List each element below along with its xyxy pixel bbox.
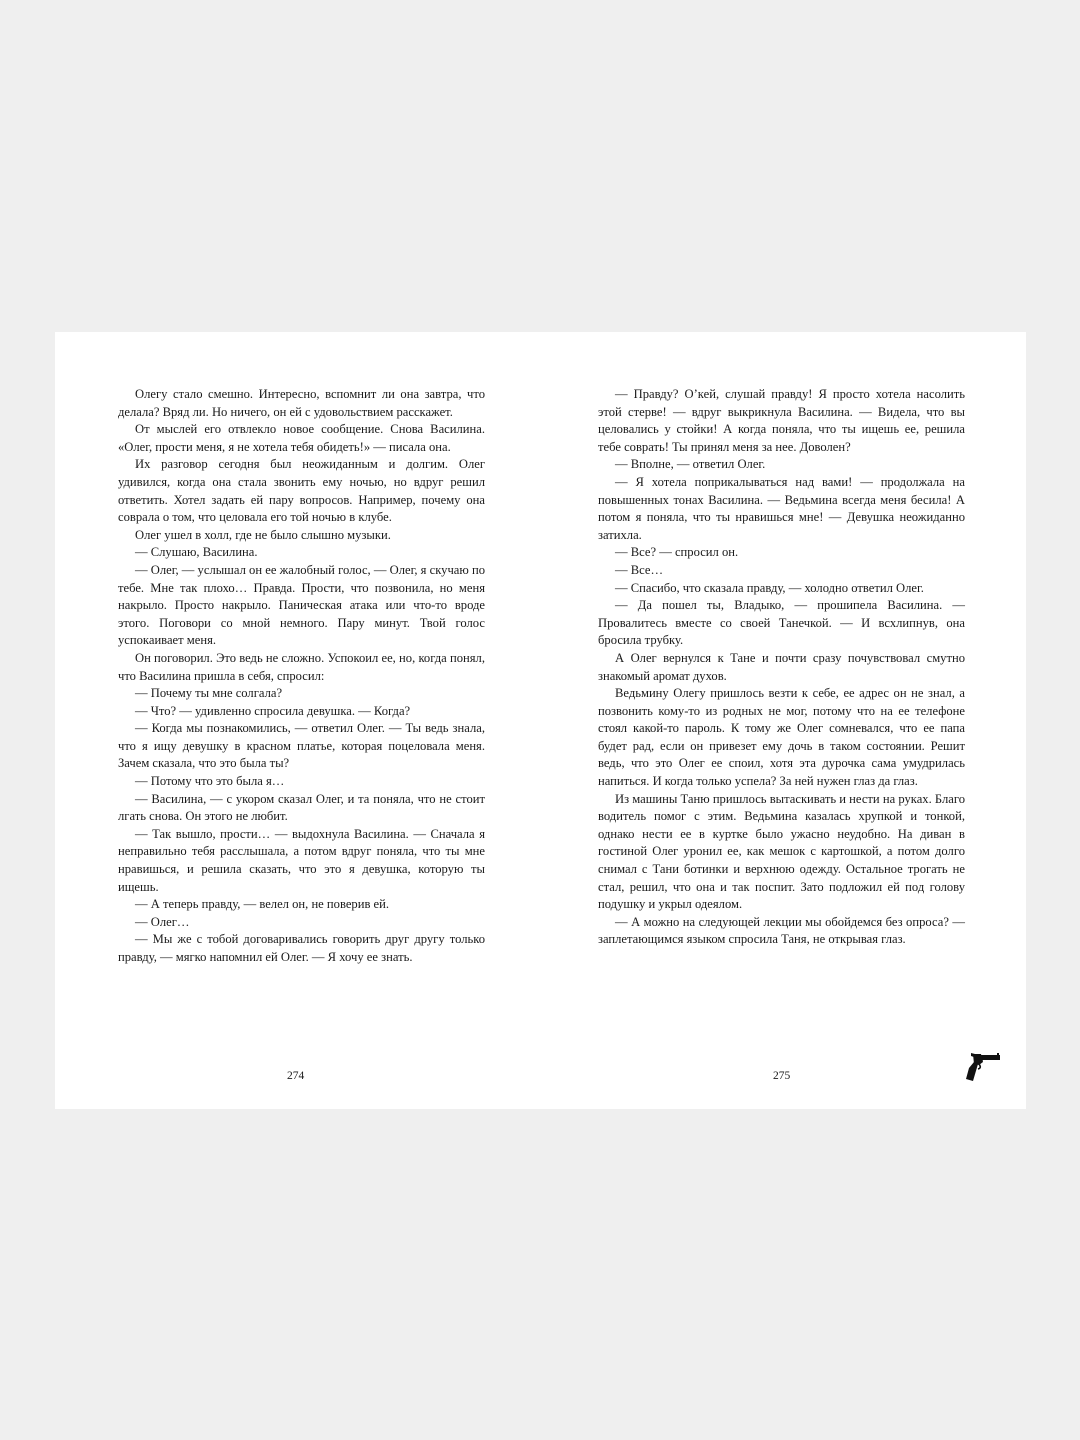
paragraph: Олегу стало смешно. Интересно, вспомнит ли она завтра, что делала? Вряд ли. Но ничего, он ей с удовольствием расскажет.	[118, 387, 485, 419]
left-page-text	[118, 386, 485, 967]
paragraph: — Мы же с тобой договаривались говорить друг другу только правду, — мягко напомнил ей Олег. — Я хочу ее знать.	[118, 932, 485, 964]
paragraph: — Олег…	[135, 914, 190, 929]
paragraph: — Слушаю, Василина.	[135, 545, 258, 560]
left-page-number: 274	[287, 1070, 305, 1082]
paragraph: — Василина, — с укором сказал Олег, и та поняла, что не стоит лгать снова. Он этого не любит.	[118, 791, 485, 824]
paragraph: — Почему ты мне солгала?	[135, 686, 283, 701]
paragraph: От мыслей его отвлекло новое сообщение. Снова Василина. «Олег, прости меня, я не хотела тебя обидеть!» — писала она.	[118, 422, 485, 454]
paragraph: Их разговор сегодня был неожиданным и долгим. Олег удивился, когда она стала звонить ему ночью, но вдруг решил ответить. Хотел задать ей пару вопросов. Например, почему она соврала о том, что целовала его той ночью в клубе.	[118, 457, 485, 525]
right-page-number: 275	[773, 1070, 791, 1082]
paragraph: — Все? — спросил он.	[615, 545, 739, 560]
paragraph: — Я хотела поприкалываться над вами! — продолжала на повышенных тонах Василина. — Ведьмина всегда меня бесила! А потом я поняла, что ты нравишься мне! — Девушка неожиданно затихла.	[598, 474, 965, 542]
paragraph: — Олег, — услышал он ее жалобный голос, — Олег, я скучаю по тебе. Мне так плохо… Правда. Прости, что позвонила, но меня накрыло. Просто накрыло. Паническая атака или что-то вроде этого. Поговори со мной немного. Пару минут. Твой голос успокаивает меня.	[118, 562, 485, 648]
paragraph: — Все…	[615, 562, 664, 577]
revolver-icon	[965, 1051, 1001, 1083]
paragraph: Он поговорил. Это ведь не сложно. Успокоил ее, но, когда понял, что Василина пришла в себя, спросил:	[118, 650, 485, 683]
right-page-text	[598, 386, 965, 949]
paragraph: — Так вышло, прости… — выдохнула Василина. — Сначала я неправильно тебя расслышала, а потом вдруг поняла, что ты мне нравишься, и решила сказать, что это я девушка, которую ты ищешь.	[118, 826, 485, 894]
paragraph: А Олег вернулся к Тане и почти сразу почувствовал смутно знакомый аромат духов.	[598, 650, 965, 683]
paragraph: Олег ушел в холл, где не было слышно музыки.	[135, 527, 391, 542]
paragraph: — А можно на следующей лекции мы обойдемся без опроса? — заплетающимся языком спросила Таня, не открывая глаз.	[598, 914, 965, 947]
paragraph: — Что? — удивленно спросила девушка. — Когда?	[135, 703, 411, 718]
paragraph: Из машины Таню пришлось вытаскивать и нести на руках. Благо водитель помог с этим. Ведьмина казалась хрупкой и тонкой, однако нести ее в куртке было ужасно неудобно. На диван в гостиной Олег уронил ее, как мешок с картошкой, а потом долго снимал с Тани ботинки и верхнюю одежду. Остальное трогать не стал, решил, что она и так поспит. Зато подложил ей под голову подушку и укрыл одеялом.	[598, 791, 965, 912]
paragraph: Ведьмину Олегу пришлось везти к себе, ее адрес он не знал, а позвонить кому-то из родных не мог, потому что на ее телефоне стоял какой-то пароль. К тому же Олег сомневался, что ее папа будет рад, если он привезет ему дочь в таком состоянии. Решит ведь, что это Олег ее споил, хотя эта дурочка сама умудрилась напиться. И когда только успела? За ней нужен глаз да глаз.	[598, 686, 965, 789]
paragraph: — Правду? О’кей, слушай правду! Я просто хотела насолить этой стерве! — вдруг выкрикнула Василина. — Видела, что вы целовались у стойки! А когда поняла, что ты ищешь ее, решила тебе соврать! Ты принял меня за нее. Доволен?	[598, 387, 965, 454]
book-spread	[55, 332, 1026, 1109]
paragraph: — Вполне, — ответил Олег.	[615, 457, 766, 472]
paragraph: — Да пошел ты, Владыко, — прошипела Василина. — Провалитесь вместе со своей Танечкой. — И всхлипнув, она бросила трубку.	[598, 598, 965, 648]
paragraph: — А теперь правду, — велел он, не поверив ей.	[135, 897, 390, 912]
paragraph: — Потому что это была я…	[135, 774, 285, 789]
paragraph: — Спасибо, что сказала правду, — холодно ответил Олег.	[615, 580, 924, 595]
paragraph: — Когда мы познакомились, — ответил Олег. — Ты ведь знала, что я ищу девушку в красном платье, которая поцеловала меня. Зачем сказала, что это была ты?	[118, 721, 485, 771]
